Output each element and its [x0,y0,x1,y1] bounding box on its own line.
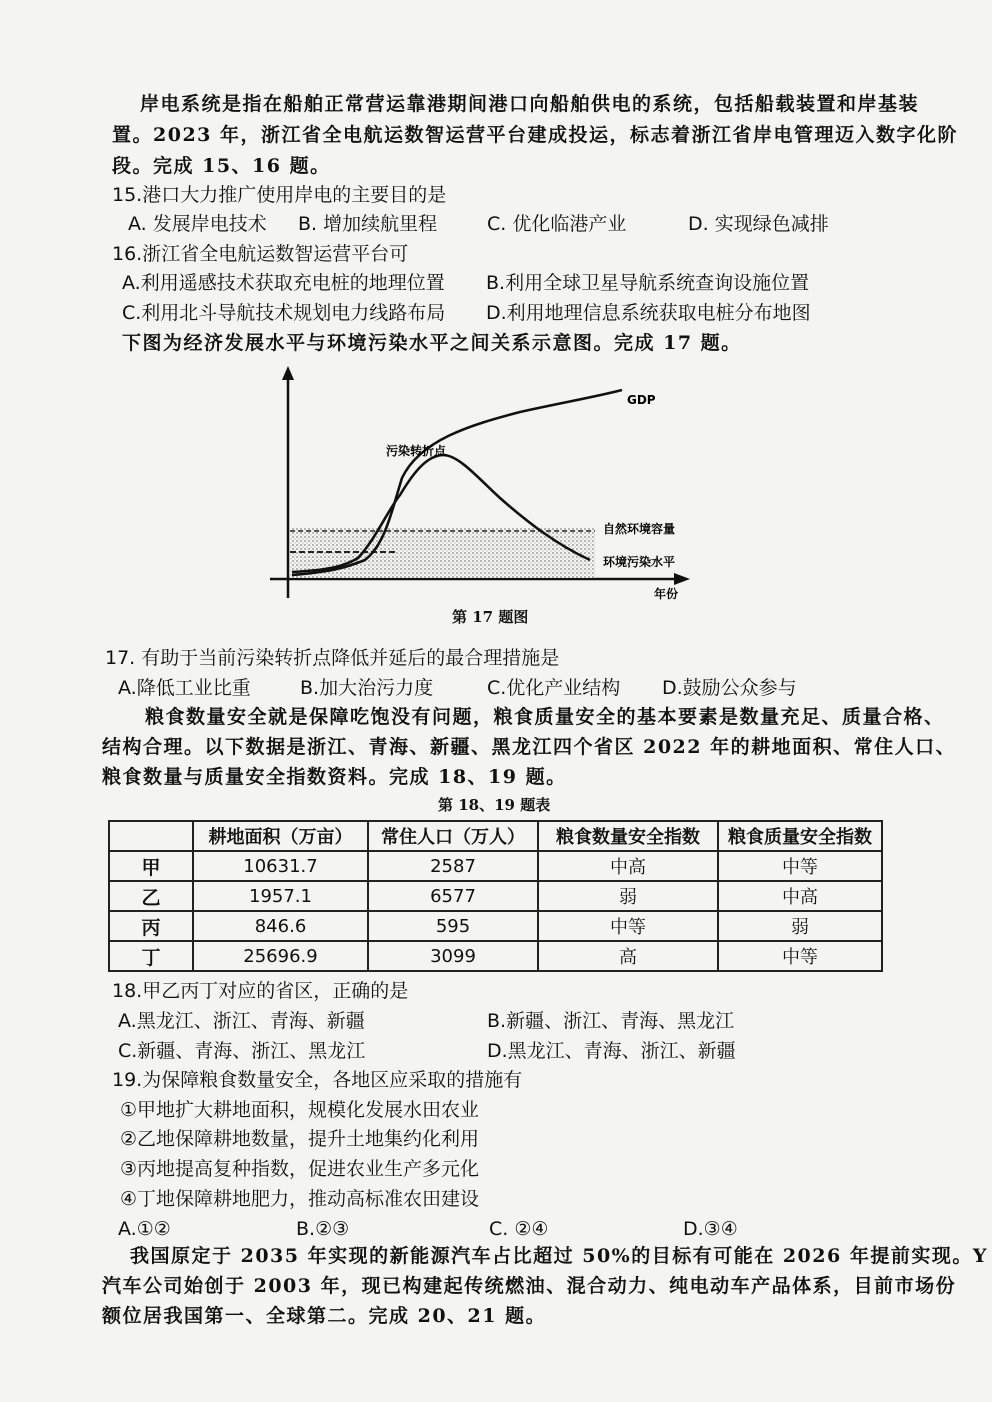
q19-statement-2: ②乙地保障耕地数量，提升土地集约化利用 [120,1128,480,1150]
intro3-line1: 粮食数量安全就是保障吃饱没有问题，粮食质量安全的基本要素是数量充足、质量合格、 [145,706,945,728]
table-row [109,881,882,911]
chart-shaded-area [290,528,595,578]
intro4-line3: 额位居我国第一、全球第二。完成 20、21 题。 [102,1305,547,1327]
q19-statement-3: ③丙地提高复种指数，促进农业生产多元化 [120,1158,480,1180]
intro3-line2: 结构合理。以下数据是浙江、青海、新疆、黑龙江四个省区 2022 年的耕地面积、常住人口、 [102,736,957,758]
table-cell: 丙 [109,911,193,941]
chart-y-axis-arrow [282,366,294,380]
q15-option-a: A. 发展岸电技术 [128,213,267,235]
q15-option-d: D. 实现绿色减排 [688,213,829,235]
table-header-cell: 粮食数量安全指数 [538,821,718,851]
table-cell: 弱 [718,911,882,941]
table-cell: 高 [538,941,718,971]
table-cell: 25696.9 [193,941,368,971]
intro1-line2: 置。2023 年，浙江省全电航运数智运营平台建成投运，标志着浙江省岸电管理迈入数字化阶 [112,124,958,146]
q18-option-b: B.新疆、浙江、青海、黑龙江 [487,1010,735,1032]
intro4-line1: 我国原定于 2035 年实现的新能源汽车占比超过 50%的目标有可能在 2026 年提前实现。Y [130,1245,988,1267]
q19-statement-4: ④丁地保障耕地肥力，推动高标准农田建设 [120,1188,480,1210]
chart-pollution-curve [292,455,590,572]
table-row [109,851,882,881]
table-cell: 中高 [718,881,882,911]
chart-label-capacity: 自然环境容量 [603,522,676,536]
table-cell: 3099 [368,941,538,971]
chart-label-gdp: GDP [627,393,656,407]
q17-option-a: A.降低工业比重 [118,677,251,699]
q18-stem: 18.甲乙丙丁对应的省区，正确的是 [112,980,409,1002]
table-cell: 6577 [368,881,538,911]
q17-stem: 17. 有助于当前污染转折点降低并延后的最合理措施是 [105,647,560,669]
q19-statement-1: ①甲地扩大耕地面积，规模化发展水田农业 [120,1099,480,1121]
table-cell: 中等 [718,851,882,881]
q17-option-b: B.加大治污力度 [300,677,434,699]
table-cell: 中高 [538,851,718,881]
q17-option-c: C.优化产业结构 [487,677,621,699]
chart-caption: 第 17 题图 [452,608,529,626]
table-cell: 1957.1 [193,881,368,911]
table-cell: 中等 [718,941,882,971]
q17-option-d: D.鼓励公众参与 [662,677,797,699]
chart-gdp-curve [292,390,622,575]
table-header-cell: 耕地面积（万亩） [193,821,368,851]
table-cell: 乙 [109,881,193,911]
table-header-cell: 粮食质量安全指数 [718,821,882,851]
intro2-line: 下图为经济发展水平与环境污染水平之间关系示意图。完成 17 题。 [122,332,742,354]
q15-stem: 15.港口大力推广使用岸电的主要目的是 [112,184,447,206]
intro1-line1: 岸电系统是指在船舶正常营运靠港期间港口向船舶供电的系统，包括船载装置和岸基装 [140,93,920,115]
table-caption: 第 18、19 题表 [438,796,551,814]
q18-option-d: D.黑龙江、青海、浙江、新疆 [487,1040,736,1062]
table-header-cell: 常住人口（万人） [368,821,538,851]
q18-option-c: C.新疆、青海、浙江、黑龙江 [118,1040,366,1062]
q19-option-c: C. ②④ [489,1218,549,1240]
q19-option-b: B.②③ [296,1218,350,1240]
q16-option-c: C.利用北斗导航技术规划电力线路布局 [122,302,446,324]
q16-stem: 16.浙江省全电航运数智运营平台可 [112,243,409,265]
intro1-line3: 段。完成 15、16 题。 [112,155,331,177]
table-cell: 846.6 [193,911,368,941]
q15-option-c: C. 优化临港产业 [487,213,627,235]
chart-label-xaxis: 年份 [654,587,679,601]
q19-stem: 19.为保障粮食数量安全，各地区应采取的措施有 [112,1069,523,1091]
table-cell: 10631.7 [193,851,368,881]
chart-label-pollution: 环境污染水平 [603,555,676,569]
data-table [108,820,883,972]
table-row [109,911,882,941]
table-cell: 2587 [368,851,538,881]
table-row [109,941,882,971]
table-cell: 595 [368,911,538,941]
chart-x-axis-arrow [674,573,690,585]
table-cell: 中等 [538,911,718,941]
q16-option-a: A.利用遥感技术获取充电桩的地理位置 [122,272,445,294]
q18-option-a: A.黑龙江、浙江、青海、新疆 [118,1010,365,1032]
q15-option-b: B. 增加续航里程 [298,213,438,235]
intro4-line2: 汽车公司始创于 2003 年，现已构建起传统燃油、混合动力、纯电动车产品体系，目前市场份 [102,1275,957,1297]
table-cell: 甲 [109,851,193,881]
q16-option-d: D.利用地理信息系统获取电桩分布地图 [486,302,811,324]
q19-option-d: D.③④ [683,1218,738,1240]
table-header-row [109,821,882,851]
q19-option-a: A.①② [118,1218,171,1240]
intro3-line3: 粮食数量与质量安全指数资料。完成 18、19 题。 [102,766,567,788]
chart-label-turning-point: 污染转折点 [386,444,447,458]
table-cell: 弱 [538,881,718,911]
q16-option-b: B.利用全球卫星导航系统查询设施位置 [486,272,810,294]
table-header-cell [109,821,193,851]
table-cell: 丁 [109,941,193,971]
